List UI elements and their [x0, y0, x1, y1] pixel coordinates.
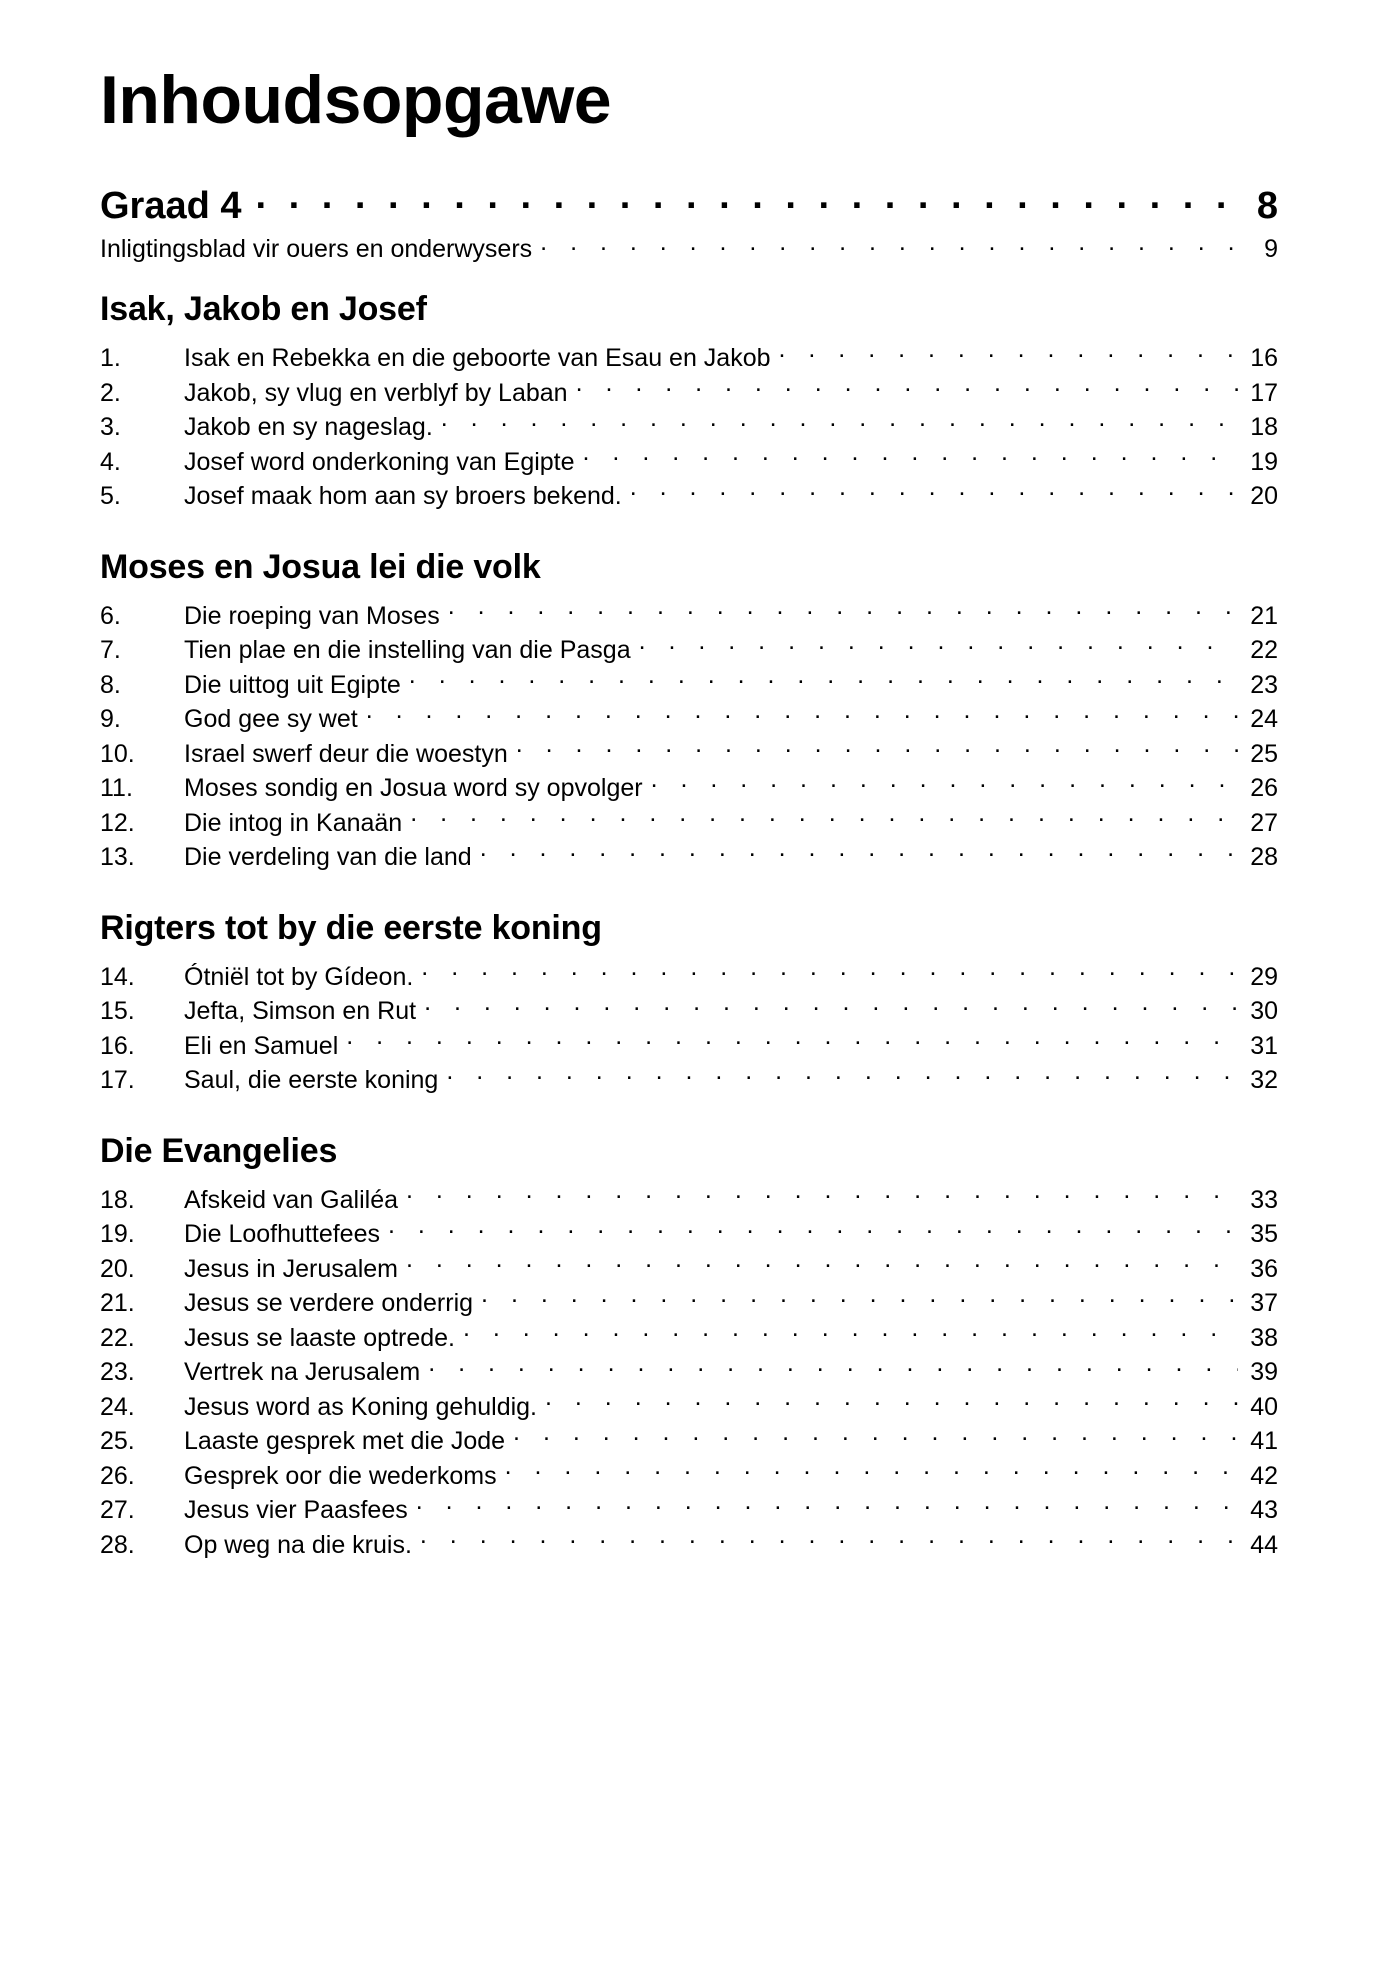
entry-number: 10.: [100, 739, 135, 768]
entry-title: Die roeping van Moses: [184, 601, 440, 630]
entry-page-number: 30: [1250, 997, 1278, 1025]
toc-entry-row[interactable]: [100, 702, 1278, 737]
entry-title: Laaste gesprek met die Jode: [184, 1427, 506, 1455]
section-entry-list: [100, 341, 1278, 514]
toc-entry-row[interactable]: [100, 1029, 1278, 1064]
section-heading: Die Evangelies: [100, 1131, 338, 1170]
dot-leader: [366, 702, 1238, 727]
toc-entry-row[interactable]: [100, 479, 1278, 514]
toc-section: [100, 290, 1278, 514]
entry-number: 24.: [100, 1392, 135, 1421]
entry-number: 14.: [100, 962, 135, 991]
dot-leader: [420, 1528, 1238, 1553]
entry-title: Jesus word as Koning gehuldig.: [184, 1392, 538, 1421]
dot-leader: [540, 232, 1242, 257]
entry-page-number: 37: [1250, 1289, 1278, 1317]
entry-title: Die Loofhuttefees: [184, 1220, 380, 1248]
entry-number: 15.: [100, 997, 135, 1025]
entry-number: 26.: [100, 1461, 135, 1490]
toc-entry-row[interactable]: [100, 960, 1278, 995]
toc-entry-row[interactable]: [100, 994, 1278, 1029]
entry-number: 2.: [100, 378, 121, 407]
entry-page-number: 39: [1250, 1358, 1278, 1386]
entry-number: 16.: [100, 1031, 135, 1060]
dot-leader: [346, 1029, 1238, 1054]
entry-title: Jesus se verdere onderrig: [184, 1289, 474, 1317]
dot-leader: [441, 410, 1238, 435]
toc-entry-row[interactable]: [100, 1063, 1278, 1098]
entry-title: Tien plae en die instelling van die Pasga: [184, 636, 631, 664]
section-heading: Isak, Jakob en Josef: [100, 290, 427, 328]
toc-section: [100, 909, 1278, 1098]
dot-leader: [779, 341, 1238, 366]
toc-entry-row[interactable]: [100, 1183, 1278, 1218]
entry-page-number: 20: [1250, 482, 1278, 510]
grade-header-label: Graad 4: [100, 185, 242, 227]
entry-page-number: 24: [1250, 705, 1278, 733]
toc-entry-row[interactable]: [100, 1390, 1278, 1425]
toc-entry-row[interactable]: [100, 410, 1278, 445]
entry-page-number: 31: [1250, 1031, 1278, 1060]
entry-page-number: 29: [1250, 962, 1278, 991]
entry-number: 22.: [100, 1323, 135, 1352]
entry-number: 8.: [100, 670, 121, 699]
entry-title: Israel swerf deur die woestyn: [184, 739, 508, 768]
toc-entry-row[interactable]: [100, 1286, 1278, 1321]
entry-page-number: 16: [1250, 344, 1278, 372]
toc-entry-row[interactable]: [100, 376, 1278, 411]
entry-page-number: 40: [1250, 1392, 1278, 1421]
section-entry-list: [100, 1183, 1278, 1563]
toc-entry-row[interactable]: [100, 1459, 1278, 1494]
entry-title: Gesprek oor die wederkoms: [184, 1461, 497, 1490]
dot-leader: [463, 1321, 1238, 1346]
entry-page-number: 43: [1250, 1496, 1278, 1524]
entry-number: 28.: [100, 1530, 135, 1559]
entry-title: Isak en Rebekka en die geboorte van Esau en Jakob: [184, 344, 771, 372]
entry-number: 6.: [100, 601, 121, 630]
entry-title: Jesus vier Paasfees: [184, 1496, 408, 1524]
entry-page-number: 33: [1250, 1185, 1278, 1214]
entry-number: 1.: [100, 344, 121, 372]
dot-leader: [639, 633, 1238, 658]
entry-page-number: 22: [1250, 636, 1278, 664]
toc-section: [100, 548, 1278, 875]
toc-entry-row[interactable]: [100, 599, 1278, 634]
entry-page-number: 36: [1250, 1254, 1278, 1283]
entry-number: 19.: [100, 1220, 135, 1248]
sections-container: [100, 290, 1278, 1562]
dot-leader: [446, 1063, 1238, 1088]
toc-entry-row[interactable]: [100, 668, 1278, 703]
toc-entry-row[interactable]: [100, 1424, 1278, 1459]
entry-page-number: 41: [1250, 1427, 1278, 1455]
dot-leader: [516, 737, 1238, 762]
toc-entry-row[interactable]: [100, 806, 1278, 841]
entry-title: Jesus in Jerusalem: [184, 1254, 398, 1283]
entry-title: God gee sy wet: [184, 705, 358, 733]
dot-leader: [448, 599, 1238, 624]
dot-leader: [410, 806, 1238, 831]
entry-page-number: 17: [1250, 378, 1278, 407]
dot-leader: [406, 1252, 1238, 1277]
toc-entry-row[interactable]: [100, 840, 1278, 875]
entry-number: 4.: [100, 447, 121, 476]
entry-number: 17.: [100, 1066, 135, 1094]
dot-leader: [409, 668, 1238, 693]
dot-leader: [545, 1390, 1238, 1415]
section-entry-list: [100, 960, 1278, 1098]
entry-title: Jefta, Simson en Rut: [184, 997, 417, 1025]
dot-leader: [630, 479, 1238, 504]
entry-page-number: 35: [1250, 1220, 1278, 1248]
toc-entry-row[interactable]: [100, 1217, 1278, 1252]
entry-number: 25.: [100, 1427, 135, 1455]
info-sheet-label: Inligtingsblad vir ouers en onderwysers: [100, 235, 533, 263]
entry-page-number: 26: [1250, 774, 1278, 802]
entry-number: 20.: [100, 1254, 135, 1283]
entry-number: 23.: [100, 1358, 135, 1386]
entry-title: Ótniël tot by Gídeon.: [184, 962, 414, 991]
entry-title: Josef word onderkoning van Egipte: [184, 447, 575, 476]
entry-title: Josef maak hom aan sy broers bekend.: [184, 482, 622, 510]
entry-number: 13.: [100, 843, 135, 871]
entry-title: Moses sondig en Josua word sy opvolger: [184, 774, 643, 802]
entry-page-number: 42: [1250, 1461, 1278, 1490]
dot-leader: [481, 1286, 1238, 1311]
dot-leader: [388, 1217, 1238, 1242]
entry-page-number: 18: [1250, 413, 1278, 441]
page-title: Inhoudsopgawe: [100, 62, 612, 138]
dot-leader: [421, 960, 1238, 985]
entry-page-number: 38: [1250, 1323, 1278, 1352]
dot-leader: [651, 771, 1238, 796]
dot-leader: [416, 1493, 1238, 1518]
entry-number: 7.: [100, 636, 121, 664]
dot-leader: [406, 1183, 1238, 1208]
entry-number: 12.: [100, 808, 135, 837]
entry-title: Die intog in Kanaän: [184, 808, 403, 837]
entry-title: Afskeid van Galiléa: [184, 1185, 399, 1214]
toc-entry-row[interactable]: [100, 633, 1278, 668]
entry-page-number: 21: [1250, 601, 1278, 630]
grade-header-page-number: 8: [1256, 185, 1278, 227]
entry-page-number: 28: [1250, 843, 1278, 871]
dot-leader: [505, 1459, 1238, 1484]
entry-title: Op weg na die kruis.: [184, 1530, 412, 1559]
dot-leader: [424, 994, 1238, 1019]
info-sheet-row: [100, 232, 1278, 264]
toc-entry-row[interactable]: [100, 1528, 1278, 1563]
toc-entry-row[interactable]: [100, 1252, 1278, 1287]
toc-entry-row[interactable]: [100, 445, 1278, 480]
entry-page-number: 32: [1250, 1066, 1278, 1094]
entry-page-number: 19: [1250, 447, 1278, 476]
entry-title: Vertrek na Jerusalem: [184, 1358, 421, 1386]
entry-page-number: 27: [1250, 808, 1278, 837]
toc-entry-row[interactable]: [100, 1493, 1278, 1528]
dot-leader: [256, 180, 1228, 218]
toc-section: [100, 1132, 1278, 1563]
dot-leader: [576, 376, 1238, 401]
toc-entry-row[interactable]: [100, 771, 1278, 806]
entry-number: 21.: [100, 1289, 135, 1317]
entry-title: Die verdeling van die land: [184, 843, 472, 871]
entry-page-number: 25: [1250, 739, 1278, 768]
dot-leader: [513, 1424, 1238, 1449]
section-heading: Rigters tot by die eerste koning: [100, 908, 602, 947]
entry-title: Die uittog uit Egipte: [184, 670, 401, 699]
entry-number: 3.: [100, 413, 121, 441]
dot-leader: [428, 1355, 1238, 1380]
entry-number: 5.: [100, 482, 121, 510]
entry-number: 18.: [100, 1185, 135, 1214]
entry-number: 9.: [100, 705, 121, 733]
entry-title: Jakob en sy nageslag.: [184, 413, 433, 441]
toc-entry-row[interactable]: [100, 1321, 1278, 1356]
dot-leader: [583, 445, 1238, 470]
entry-number: 11.: [100, 774, 133, 802]
entry-title: Eli en Samuel: [184, 1031, 339, 1060]
entry-number: 27.: [100, 1496, 135, 1524]
section-entry-list: [100, 599, 1278, 875]
section-heading: Moses en Josua lei die volk: [100, 547, 541, 586]
dot-leader: [480, 840, 1238, 865]
info-sheet-page-number: 9: [1264, 235, 1278, 263]
toc-entry-row[interactable]: [100, 737, 1278, 772]
entry-title: Saul, die eerste koning: [184, 1066, 439, 1094]
toc-entry-row[interactable]: [100, 1355, 1278, 1390]
entry-page-number: 44: [1250, 1530, 1278, 1559]
entry-title: Jakob, sy vlug en verblyf by Laban: [184, 378, 568, 407]
entry-title: Jesus se laaste optrede.: [184, 1323, 455, 1352]
entry-page-number: 23: [1250, 670, 1278, 699]
toc-entry-row[interactable]: [100, 341, 1278, 376]
grade-header-row: [100, 180, 1278, 228]
